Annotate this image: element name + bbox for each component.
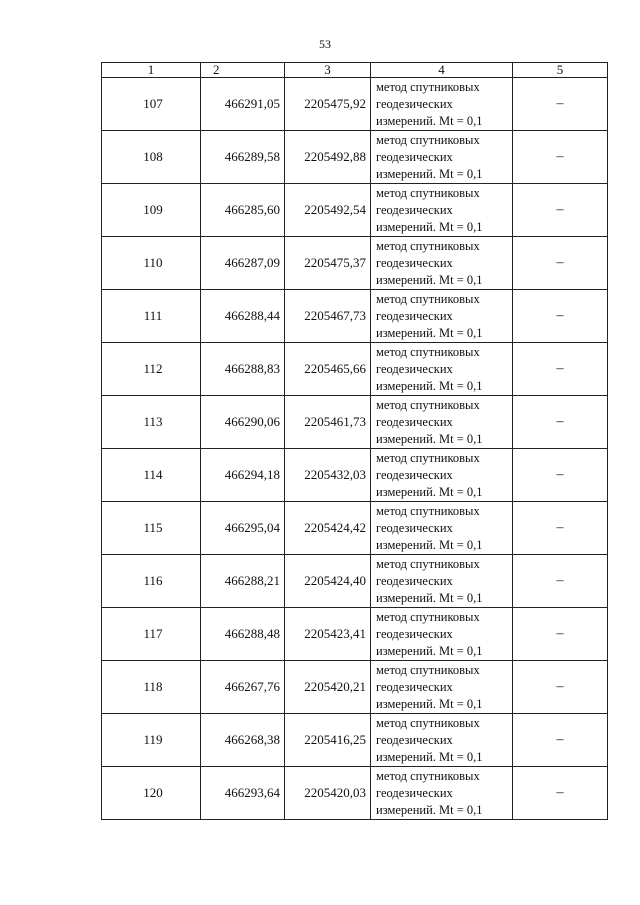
note-dash: – [513, 555, 608, 608]
method-line: измерений. Mt = 0,1 [376, 749, 483, 764]
method-line: измерений. Mt = 0,1 [376, 431, 483, 446]
method-line: измерений. Mt = 0,1 [376, 696, 483, 711]
method-line: метод спутниковых [376, 662, 480, 677]
method-line: геодезических [376, 785, 453, 800]
method-line: геодезических [376, 308, 453, 323]
point-number: 113 [102, 396, 201, 449]
method-description [371, 396, 513, 449]
table-row [102, 78, 608, 131]
note-dash: – [513, 237, 608, 290]
coordinate-x: 466288,83 [201, 343, 285, 396]
coordinate-y: 2205424,42 [285, 502, 371, 555]
method-description [371, 714, 513, 767]
point-number: 108 [102, 131, 201, 184]
coordinate-x: 466290,06 [201, 396, 285, 449]
point-number: 115 [102, 502, 201, 555]
method-line: метод спутниковых [376, 609, 480, 624]
table-row [102, 449, 608, 502]
column-header-4: 4 [371, 63, 513, 78]
method-line: метод спутниковых [376, 397, 480, 412]
note-dash: – [513, 78, 608, 131]
point-number: 120 [102, 767, 201, 820]
method-description [371, 343, 513, 396]
coordinate-y: 2205475,92 [285, 78, 371, 131]
note-dash: – [513, 608, 608, 661]
method-line: геодезических [376, 361, 453, 376]
coordinate-y: 2205492,88 [285, 131, 371, 184]
method-description [371, 449, 513, 502]
method-line: измерений. Mt = 0,1 [376, 802, 483, 817]
method-line: геодезических [376, 96, 453, 111]
method-line: измерений. Mt = 0,1 [376, 484, 483, 499]
point-number: 111 [102, 290, 201, 343]
point-number: 109 [102, 184, 201, 237]
method-line: метод спутниковых [376, 185, 480, 200]
note-dash: – [513, 449, 608, 502]
method-description [371, 290, 513, 343]
method-line: метод спутниковых [376, 715, 480, 730]
coordinates-table [101, 62, 608, 820]
table-row [102, 290, 608, 343]
coordinate-x: 466267,76 [201, 661, 285, 714]
coordinate-y: 2205492,54 [285, 184, 371, 237]
method-line: метод спутниковых [376, 291, 480, 306]
method-line: геодезических [376, 679, 453, 694]
coordinate-x: 466288,21 [201, 555, 285, 608]
table-row [102, 184, 608, 237]
coordinate-y: 2205467,73 [285, 290, 371, 343]
method-line: метод спутниковых [376, 132, 480, 147]
column-header-5: 5 [513, 63, 608, 78]
coordinate-y: 2205420,21 [285, 661, 371, 714]
table-row [102, 714, 608, 767]
method-line: метод спутниковых [376, 768, 480, 783]
method-line: метод спутниковых [376, 503, 480, 518]
method-line: измерений. Mt = 0,1 [376, 378, 483, 393]
table-row [102, 343, 608, 396]
method-line: геодезических [376, 255, 453, 270]
method-line: геодезических [376, 202, 453, 217]
coordinate-x: 466293,64 [201, 767, 285, 820]
column-header-2: 2 [201, 63, 285, 78]
method-line: метод спутниковых [376, 79, 480, 94]
coordinate-y: 2205424,40 [285, 555, 371, 608]
method-line: геодезических [376, 520, 453, 535]
point-number: 118 [102, 661, 201, 714]
method-line: измерений. Mt = 0,1 [376, 166, 483, 181]
method-description [371, 608, 513, 661]
method-line: метод спутниковых [376, 238, 480, 253]
coordinate-y: 2205432,03 [285, 449, 371, 502]
method-line: геодезических [376, 626, 453, 641]
coordinate-y: 2205461,73 [285, 396, 371, 449]
method-description [371, 184, 513, 237]
coordinate-x: 466288,48 [201, 608, 285, 661]
table-row [102, 396, 608, 449]
note-dash: – [513, 290, 608, 343]
method-line: геодезических [376, 149, 453, 164]
note-dash: – [513, 396, 608, 449]
table-body [102, 78, 608, 820]
coordinate-y: 2205423,41 [285, 608, 371, 661]
method-line: измерений. Mt = 0,1 [376, 272, 483, 287]
table-row [102, 131, 608, 184]
note-dash: – [513, 502, 608, 555]
table-row [102, 237, 608, 290]
method-line: измерений. Mt = 0,1 [376, 537, 483, 552]
table-row [102, 608, 608, 661]
method-line: измерений. Mt = 0,1 [376, 325, 483, 340]
point-number: 114 [102, 449, 201, 502]
method-line: измерений. Mt = 0,1 [376, 590, 483, 605]
coordinate-y: 2205475,37 [285, 237, 371, 290]
coordinate-y: 2205416,25 [285, 714, 371, 767]
method-line: геодезических [376, 732, 453, 747]
coordinate-x: 466288,44 [201, 290, 285, 343]
coordinate-x: 466268,38 [201, 714, 285, 767]
note-dash: – [513, 184, 608, 237]
coordinate-y: 2205420,03 [285, 767, 371, 820]
note-dash: – [513, 661, 608, 714]
coordinate-x: 466291,05 [201, 78, 285, 131]
method-description [371, 767, 513, 820]
table-row [102, 661, 608, 714]
method-description [371, 502, 513, 555]
method-line: геодезических [376, 414, 453, 429]
table-header-row [102, 63, 608, 78]
coordinate-x: 466285,60 [201, 184, 285, 237]
method-line: метод спутниковых [376, 556, 480, 571]
note-dash: – [513, 343, 608, 396]
coordinate-y: 2205465,66 [285, 343, 371, 396]
table-row [102, 502, 608, 555]
method-line: измерений. Mt = 0,1 [376, 643, 483, 658]
column-header-3: 3 [285, 63, 371, 78]
column-header-1: 1 [102, 63, 201, 78]
point-number: 112 [102, 343, 201, 396]
coordinate-x: 466294,18 [201, 449, 285, 502]
method-line: геодезических [376, 573, 453, 588]
method-description [371, 555, 513, 608]
point-number: 116 [102, 555, 201, 608]
method-line: измерений. Mt = 0,1 [376, 113, 483, 128]
note-dash: – [513, 767, 608, 820]
point-number: 110 [102, 237, 201, 290]
note-dash: – [513, 131, 608, 184]
table-row [102, 767, 608, 820]
coordinate-x: 466295,04 [201, 502, 285, 555]
method-line: метод спутниковых [376, 344, 480, 359]
note-dash: – [513, 714, 608, 767]
method-description [371, 131, 513, 184]
method-description [371, 78, 513, 131]
point-number: 117 [102, 608, 201, 661]
coordinate-x: 466287,09 [201, 237, 285, 290]
method-line: измерений. Mt = 0,1 [376, 219, 483, 234]
page-number: 53 [319, 37, 331, 51]
point-number: 107 [102, 78, 201, 131]
table-row [102, 555, 608, 608]
method-line: геодезических [376, 467, 453, 482]
point-number: 119 [102, 714, 201, 767]
method-line: метод спутниковых [376, 450, 480, 465]
coordinate-x: 466289,58 [201, 131, 285, 184]
method-description [371, 237, 513, 290]
method-description [371, 661, 513, 714]
